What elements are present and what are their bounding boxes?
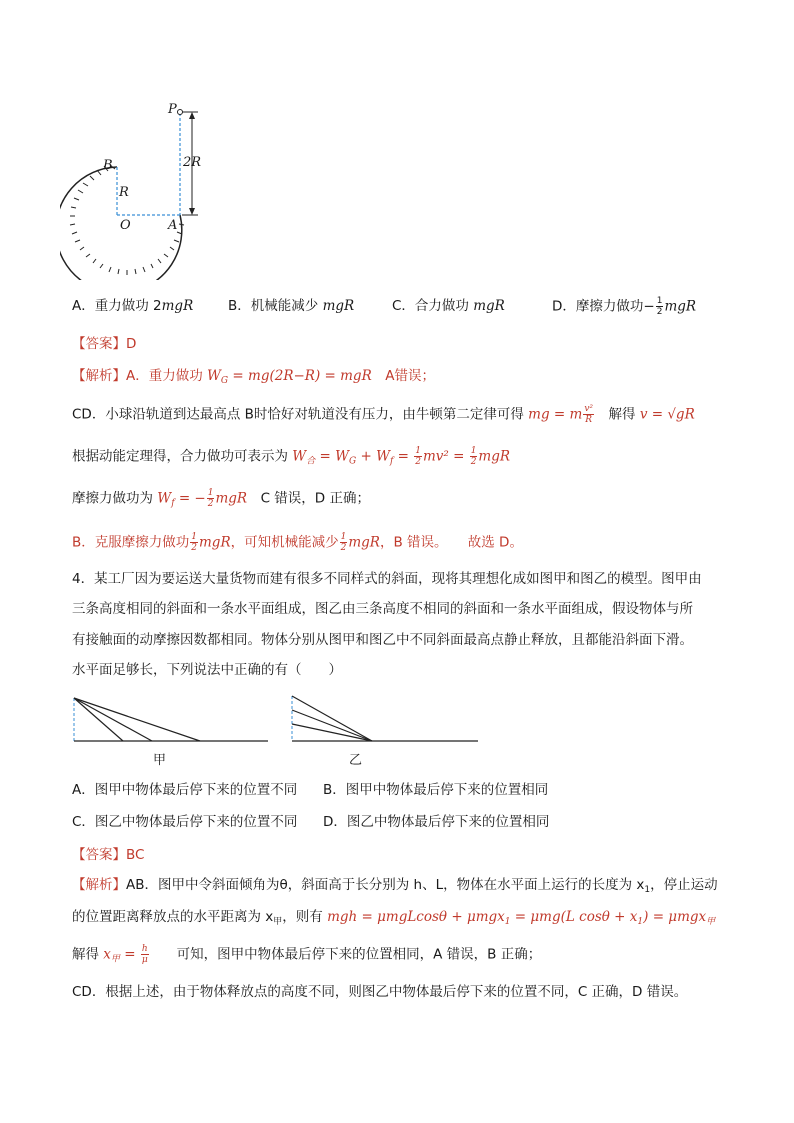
- q4-option-b: B．图甲中物体最后停下来的位置相同: [323, 782, 549, 798]
- point-p: [178, 110, 183, 115]
- yi-slope-3: [292, 724, 372, 741]
- label-r: R: [119, 185, 129, 200]
- q3-answer: 【答案】D: [72, 336, 137, 352]
- yi-slope-2: [292, 710, 372, 741]
- q3-analysis-line5: B．克服摩擦力做功 $\frac{1}{2}$ mgR，可知机械能减少 $\frac{1}{2}$ mgR，B 错误。 故选 D。: [72, 532, 523, 553]
- label-o: O: [120, 218, 131, 233]
- q3-option-a: A．重力做功 2mgR: [72, 298, 194, 314]
- q3-analysis-line1: 【解析】A．重力做功 $W_G = mg(2R-R)$ = mgR A错误；: [72, 368, 435, 386]
- q4-stem-line4: 水平面足够长，下列说法中正确的有（ ）: [72, 662, 342, 678]
- label-b: B: [103, 158, 113, 173]
- q4-option-d: D．图乙中物体最后停下来的位置相同: [323, 814, 550, 830]
- q4-analysis-line2: 的位置距离释放点的水平距离为 $x_甲$，则有 mgh = μmgLcosθ + μmgx$_1$ = μmg(L $\cos\theta + x_1) = \mu mgx_甲$: [72, 909, 716, 927]
- jia-slope-1: [74, 698, 123, 741]
- q4-analysis-line4: CD．根据上述，由于物体释放点的高度不同，则图乙中物体最后停下来的位置不同，C 正确，D 错误。: [72, 984, 688, 1000]
- q3-option-d: D．摩擦力做功− $\frac{1}{2}$ mgR: [552, 296, 697, 317]
- q4-option-c: C．图乙中物体最后停下来的位置不同: [72, 814, 298, 830]
- label-a: A: [168, 218, 178, 233]
- q4-analysis-line1: 【解析】AB．图甲中令斜面倾角为θ，斜面高于长分别为 h、L，物体在水平面上运行的长度为 $x_1$，停止运动: [72, 877, 718, 895]
- q3-option-b: B．机械能减少 mgR: [228, 298, 355, 314]
- label-2r: 2R: [183, 155, 202, 170]
- figure-yi: [288, 692, 480, 744]
- q4-answer: 【答案】BC: [72, 847, 145, 863]
- circular-track-figure: [60, 95, 240, 280]
- q4-option-a: A．图甲中物体最后停下来的位置不同: [72, 782, 298, 798]
- q4-stem-line3: 有接触面的动摩擦因数都相同。物体分别从图甲和图乙中不同斜面最高点静止释放，且都能沿斜面下滑。: [72, 632, 693, 648]
- q3-analysis-line3: 根据动能定理得，合力做功可表示为 $W_合 = W_G + W_f$ = $\frac{1}{2}$ mv² = $\frac{1}{2}$ mgR: [72, 446, 511, 467]
- q3-analysis-line2: CD．小球沿轨道到达最高点 B时恰好对轨道没有压力，由牛顿第二定律可得 mg = m $\frac{\text{v²}}{R}$ 解得 v = √gR: [72, 404, 695, 425]
- q4-stem-line1: 4．某工厂因为要运送大量货物而建有很多不同样式的斜面，现将其理想化成如图甲和图乙的模型。图甲由: [72, 571, 702, 587]
- q4-analysis-line3: 解得 $x_甲$ = $\frac{h}{\mu}$ 可知，图甲中物体最后停下来的位置相同，A 错误，B 正确；: [72, 944, 542, 965]
- q3-option-c: C．合力做功 mgR: [392, 298, 505, 314]
- q3-analysis-line4: 摩擦力做功为 $W_f$ = − $\frac{1}{2}$ mgR C 错误，D 正确；: [72, 488, 370, 509]
- figure-jia: [70, 692, 270, 744]
- yi-slope-1: [292, 696, 372, 741]
- q4-stem-line2: 三条高度相同的斜面和一条水平面组成，图乙由三条高度不相同的斜面和一条水平面组成，假设物体与所: [72, 601, 693, 617]
- figure-yi-label: 乙: [349, 753, 363, 768]
- jia-slope-3: [74, 698, 200, 741]
- figure-jia-label: 甲: [153, 753, 167, 768]
- jia-slope-2: [74, 698, 152, 741]
- label-p: P: [168, 102, 177, 117]
